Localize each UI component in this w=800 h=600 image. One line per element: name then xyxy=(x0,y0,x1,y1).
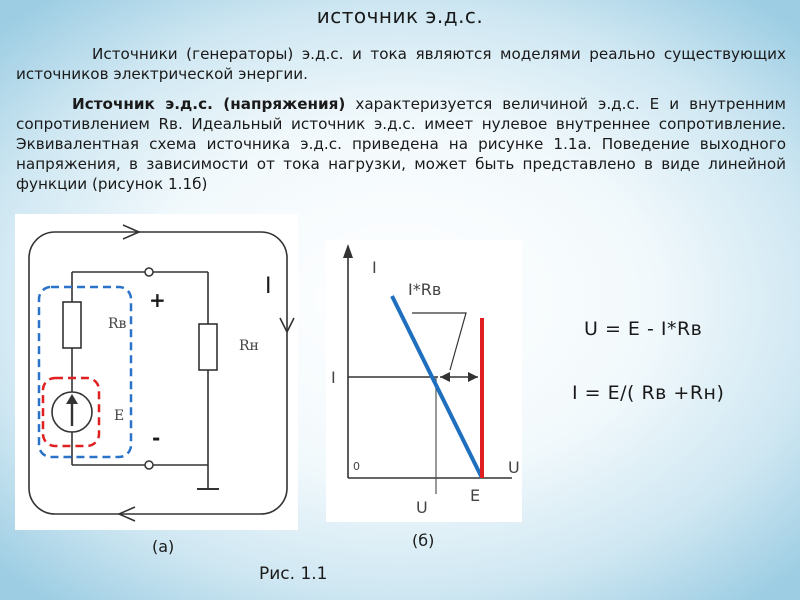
load-line xyxy=(392,296,482,478)
voltage-current-graph xyxy=(326,240,522,522)
emf-term: Источник э.д.с. (напряжения) xyxy=(72,95,346,113)
plus-sign: + xyxy=(149,288,166,312)
voltage-tick-label: U xyxy=(416,498,428,517)
intro-paragraph: Источники (генераторы) э.д.с. и тока являются моделями реально существующих источников электрической энергии. xyxy=(16,45,786,83)
emf-description: характеризуется величиной э.д.с. Е и внутренним сопротивлением Rв. Идеальный источник э.д.с. имеет нулевое внутреннее сопротивление. Эквивалентная схема источника э.д.с. приведена на рисунке 1.1а. Поведение выходного напряжения, в зависимости от тока нагрузки, может быть представлено в виде линейной функции (рисунок 1.1б) xyxy=(16,95,787,193)
figure-caption: Рис. 1.1 xyxy=(259,564,328,584)
origin-label: 0 xyxy=(353,460,360,473)
emf-paragraph xyxy=(16,94,786,194)
current-label: I xyxy=(265,274,272,299)
drop-label: I*Rв xyxy=(408,280,442,299)
rn-label: Rн xyxy=(239,338,259,354)
caption-a: (а) xyxy=(152,537,175,556)
minus-sign: - xyxy=(152,426,161,450)
e-label: E xyxy=(114,408,125,424)
circuit-diagram xyxy=(15,214,298,530)
rv-resistor xyxy=(63,302,81,348)
source-dashed-box xyxy=(39,287,131,457)
slide-title: источник э.д.с. xyxy=(316,4,484,28)
voltage-formula: U = E - I*Rв xyxy=(584,318,703,340)
current-formula: I = E/( Rв +Rн) xyxy=(572,382,725,404)
current-tick-label: I xyxy=(331,368,336,387)
emf-tick-label: E xyxy=(470,486,481,505)
circuit-svg xyxy=(15,214,298,530)
caption-b: (б) xyxy=(412,531,435,550)
x-axis-label: U xyxy=(508,458,520,477)
rn-resistor xyxy=(199,324,217,370)
rv-label: Rв xyxy=(108,316,127,332)
y-axis-label: I xyxy=(372,258,377,277)
